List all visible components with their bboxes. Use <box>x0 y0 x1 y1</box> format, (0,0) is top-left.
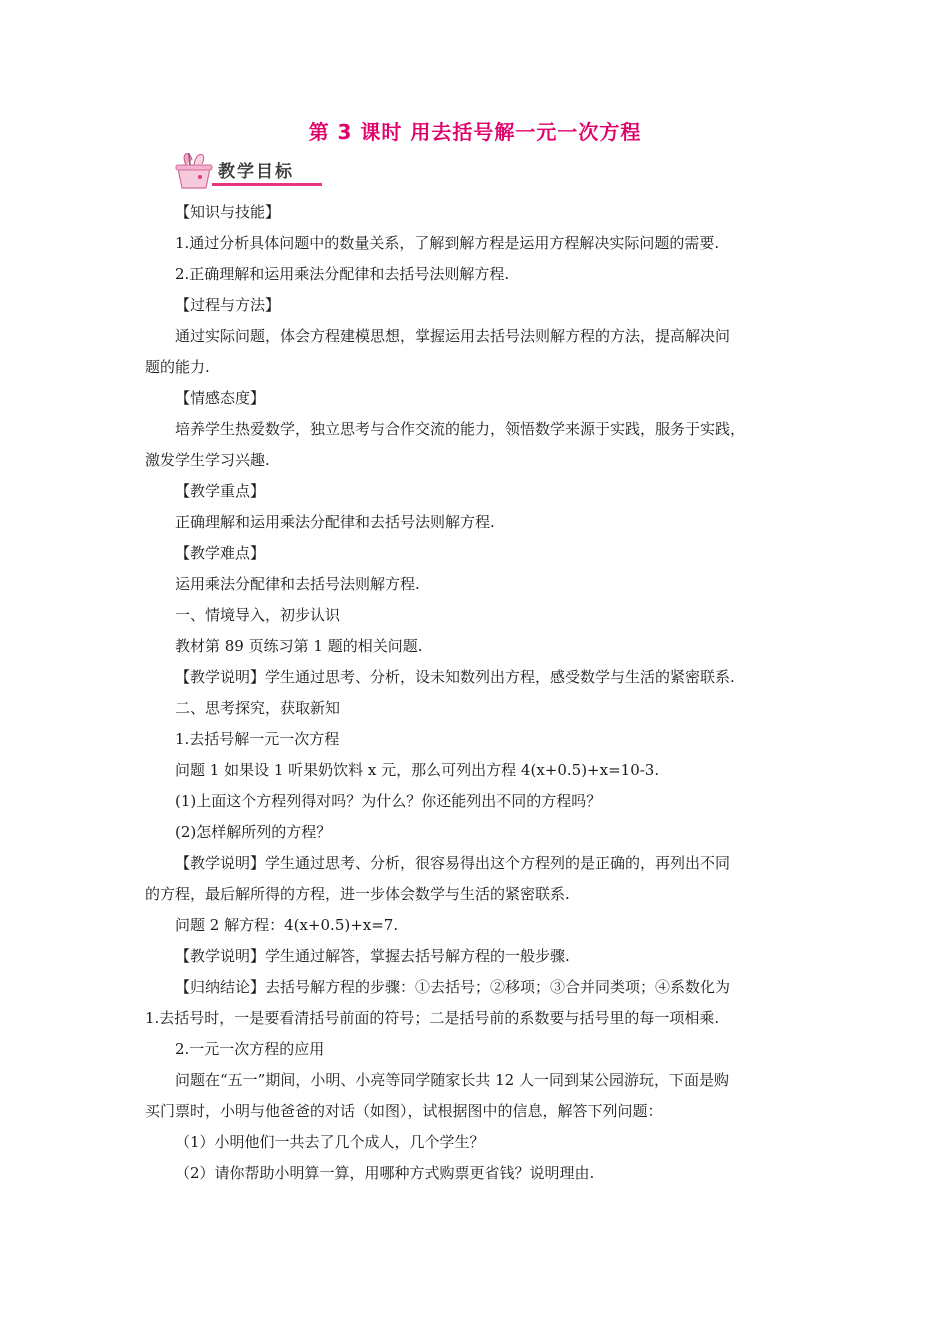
paragraph-line: 问题 1 如果设 1 听果奶饮料 x 元，那么可列出方程 4(x+0.5)+x=10-3. <box>175 761 660 779</box>
paragraph-line: (2)怎样解所列的方程？ <box>175 823 332 841</box>
paragraph-line: 运用乘法分配律和去括号法则解方程. <box>175 575 420 593</box>
paragraph-line: 1.通过分析具体问题中的数量关系，了解到解方程是运用方程解决实际问题的需要. <box>175 234 720 252</box>
paragraph-line: 通过实际问题，体会方程建模思想，掌握运用去括号法则解方程的方法，提高解决问 <box>175 327 731 345</box>
banner-label: 教学目标 <box>218 162 294 182</box>
paragraph-line: 【教学说明】学生通过思考、分析，设未知数列出方程，感受数学与生活的紧密联系. <box>175 668 735 686</box>
paragraph-line: 问题 2 解方程：4(x+0.5)+x=7. <box>175 916 399 934</box>
paragraph-line: 的方程，最后解所得的方程，进一步体会数学与生活的紧密联系. <box>145 885 570 903</box>
paragraph-line: 【教学说明】学生通过解答，掌握去括号解方程的一般步骤. <box>175 947 570 965</box>
paragraph-line: 【教学难点】 <box>175 544 266 562</box>
paragraph-line: 【归纳结论】去括号解方程的步骤：①去括号；②移项；③合并同类项；④系数化为 <box>175 978 731 996</box>
paragraph-line: (1)上面这个方程列得对吗？为什么？你还能列出不同的方程吗？ <box>175 792 602 810</box>
paragraph-line: 【知识与技能】 <box>175 203 281 221</box>
paragraph-line: 一、情境导入，初步认识 <box>175 606 341 624</box>
banner-underline <box>212 183 322 186</box>
paragraph-line: （1）小明他们一共去了几个成人，几个学生？ <box>175 1133 485 1151</box>
paragraph-line: 培养学生热爱数学，独立思考与合作交流的能力，领悟数学来源于实践，服务于实践， <box>175 420 746 438</box>
paragraph-line: 1.去括号时，一是要看清括号前面的符号；二是括号前的系数要与括号里的每一项相乘. <box>145 1009 720 1027</box>
paragraph-line: （2）请你帮助小明算一算，用哪种方式购票更省钱？说明理由. <box>175 1164 595 1182</box>
body-text <box>145 197 810 1189</box>
paragraph-line: 2.正确理解和运用乘法分配律和去括号法则解方程. <box>175 265 510 283</box>
paragraph-line: 【教学说明】学生通过思考、分析，很容易得出这个方程列的是正确的，再列出不同 <box>175 854 731 872</box>
page-title: 第 3 课时 用去括号解一元一次方程 <box>308 120 642 144</box>
flower-pot-icon <box>176 153 212 188</box>
paragraph-line: 题的能力. <box>145 358 210 376</box>
paragraph-line: 教材第 89 页练习第 1 题的相关问题. <box>175 637 423 655</box>
paragraph-line: 问题在“五一”期间，小明、小亮等同学随家长共 12 人一同到某公园游玩，下面是购 <box>175 1071 729 1089</box>
paragraph-line: 买门票时，小明与他爸爸的对话（如图），试根据图中的信息，解答下列问题： <box>145 1102 663 1120</box>
paragraph-line: 【情感态度】 <box>175 389 266 407</box>
paragraph-line: 【过程与方法】 <box>175 296 281 314</box>
paragraph-line: 正确理解和运用乘法分配律和去括号法则解方程. <box>175 513 495 531</box>
paragraph-line: 1.去括号解一元一次方程 <box>175 730 340 748</box>
paragraph-line: 激发学生学习兴趣. <box>145 451 270 469</box>
paragraph-line: 【教学重点】 <box>175 482 266 500</box>
paragraph-line: 二、思考探究，获取新知 <box>175 699 341 717</box>
paragraph-line: 2.一元一次方程的应用 <box>175 1040 325 1058</box>
